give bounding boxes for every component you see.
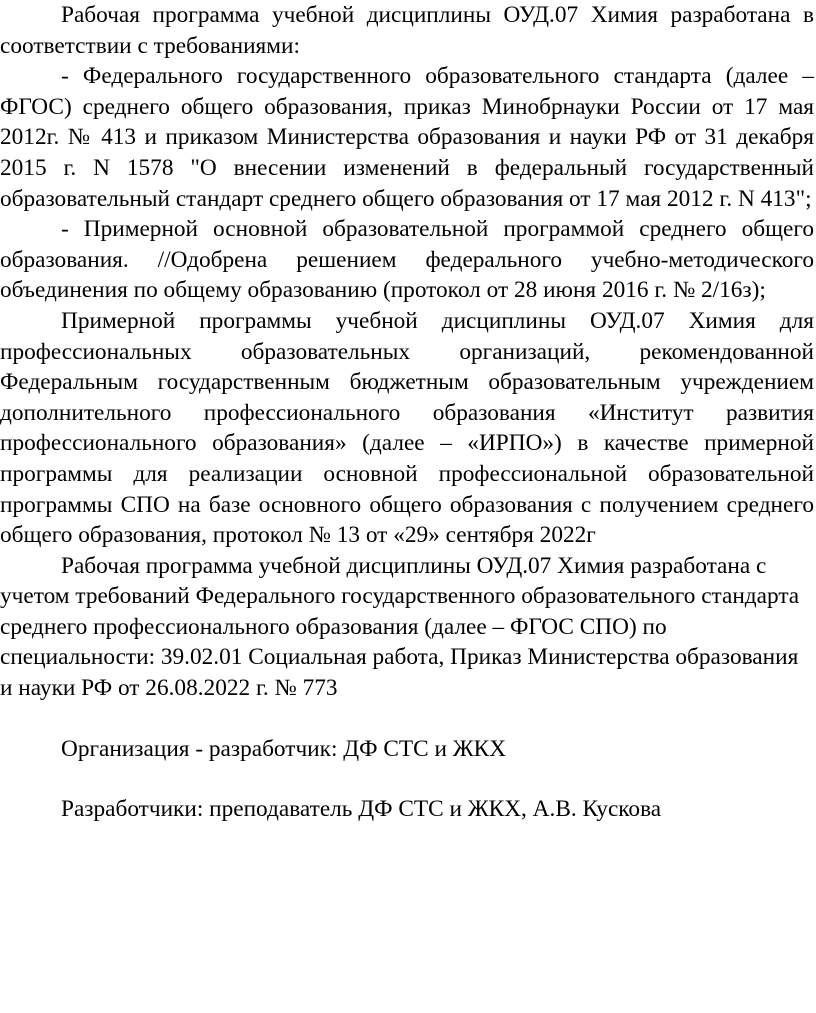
organization-line: Организация - разработчик: ДФ СТС и ЖКХ (61, 735, 507, 762)
paragraph-fgos-spo: Рабочая программа учебной дисциплины ОУД.07 Химия разработана с учетом требований Федерального государственного образовательного стандарта среднего профессионального образования (далее – ФГОС СПО) по специальности: 39.02.01 Социальная работа, Приказ Министерства образования и науки РФ от 26.08.2022 г. № 773 (0, 552, 800, 702)
paragraph-intro: Рабочая программа учебной дисциплины ОУД.07 Химия разработана в соответствии с требованиями: (0, 2, 814, 59)
developers-line: Разработчики: преподаватель ДФ СТС и ЖКХ, А.В. Кускова (61, 796, 662, 823)
paragraph-fgos-soo: - Федерального государственного образовательного стандарта (далее – ФГОС) среднего общего образования, приказ Минобрнауки России от 17 мая 2012г. № 413 и приказом Министерства образования и науки РФ от 31 декабря 2015 г. N 1578 "О внесении изменений в федеральный государственный образовательный стандарт среднего общего образования от 17 мая 2012 г. N 413"; (0, 63, 814, 212)
paragraph-poop: - Примерной основной образовательной программой среднего общего образования. //Одобрена решением федерального учебно-методического объединения по общему образованию (протокол от 28 июня 2016 г. № 2/16з); (0, 216, 814, 304)
paragraph-sample-program: Примерной программы учебной дисциплины ОУД.07 Химия для профессиональных образовательных организаций, рекомендованной Федеральным государственным бюджетным образовательным учреждением дополнительного профессионального образования «Институт развития профессионального образования» (далее – «ИРПО») в качестве примерной программы для реализации основной профессиональной образовательной программы СПО на базе основного общего образования с получением среднего общего образования, протокол № 13 от «29» сентября 2022г (0, 307, 814, 549)
